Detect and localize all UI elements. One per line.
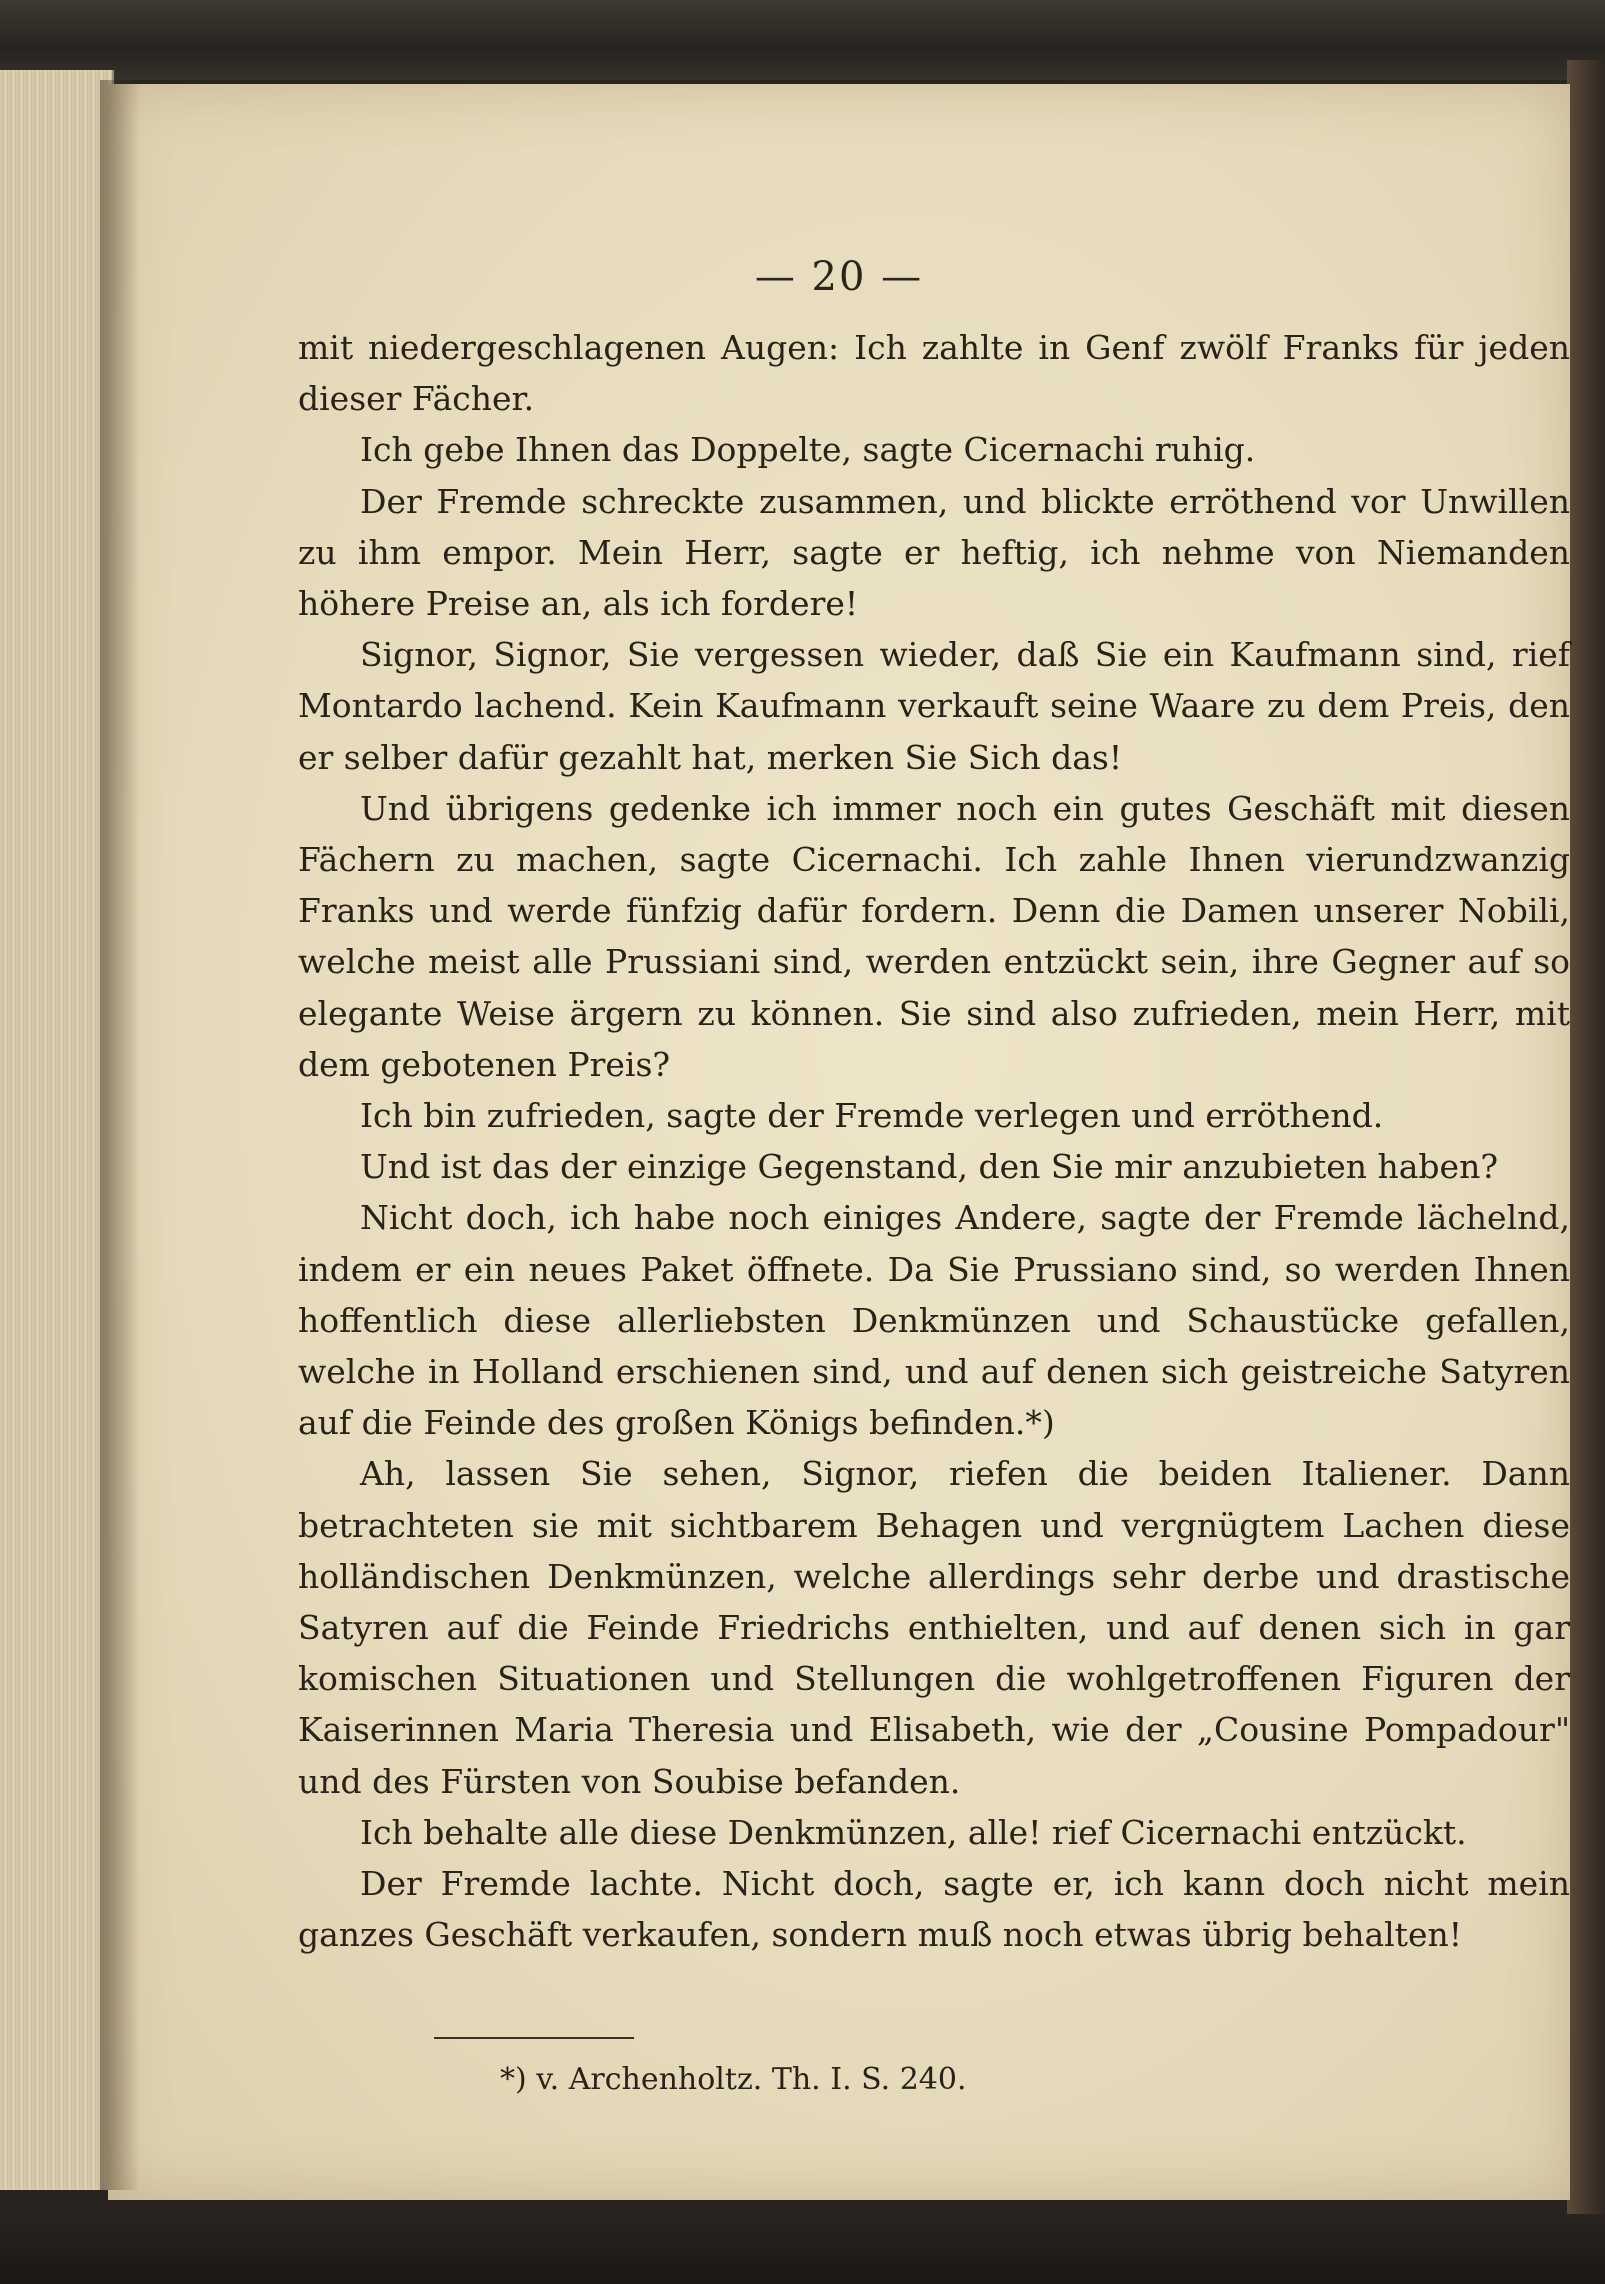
paragraph: Ich gebe Ihnen das Doppelte, sagte Cicernachi ruhig. bbox=[360, 430, 1256, 470]
book-cover-bottom-edge bbox=[0, 2214, 1605, 2284]
footnote: *) v. Archenholtz. Th. I. S. 240. bbox=[500, 2062, 967, 2097]
paragraph: mit niedergeschlagenen Augen: Ich zahlte in Genf zwölf Franks für jeden dieser Fächer. bbox=[298, 328, 1570, 419]
paragraph: Ich bin zufrieden, sagte der Fremde verlegen und erröthend. bbox=[360, 1096, 1384, 1136]
book-cover-top-edge bbox=[0, 0, 1605, 80]
body-text bbox=[298, 322, 1570, 1961]
paragraph: Ah, lassen Sie sehen, Signor, riefen die beiden Italiener. Dann betrachteten sie mit sichtbarem Behagen und vergnügtem Lachen diese holländischen Denkmünzen, welche allerdings sehr derbe und drastische Satyren auf die Feinde Friedrichs enthielten, und auf denen sich in gar komischen Situationen und Stellungen die wohlgetroffenen Figuren der Kaiserinnen Maria Theresia und Elisabeth, wie der „Cousine Pompadour" und des Fürsten von Soubise befanden. bbox=[298, 1454, 1570, 1801]
page-number: — 20 — bbox=[754, 254, 924, 300]
book-cover-right-edge bbox=[1567, 60, 1605, 2240]
page-stack-edge bbox=[0, 70, 114, 2190]
book-page bbox=[108, 84, 1570, 2200]
paragraph: Und übrigens gedenke ich immer noch ein gutes Geschäft mit diesen Fächern zu machen, sagte Cicernachi. Ich zahle Ihnen vierundzwanzig Franks und werde fünfzig dafür fordern. Denn die Damen unserer Nobili, welche meist alle Prussiani sind, werden entzückt sein, ihre Gegner auf so elegante Weise ärgern zu können. Sie sind also zufrieden, mein Herr, mit dem gebotenen Preis? bbox=[298, 788, 1570, 1084]
footnote-divider bbox=[434, 2037, 634, 2039]
paragraph: Signor, Signor, Sie vergessen wieder, daß Sie ein Kaufmann sind, rief Montardo lachend. Kein Kaufmann verkauft seine Waare zu dem Preis, den er selber dafür gezahlt hat, merken Sie Sich das! bbox=[298, 635, 1570, 777]
paragraph: Der Fremde schreckte zusammen, und blickte erröthend vor Unwillen zu ihm empor. Mein Herr, sagte er heftig, ich nehme von Niemanden höhere Preise an, als ich fordere! bbox=[298, 481, 1570, 624]
paragraph: Ich behalte alle diese Denkmünzen, alle! rief Cicernachi entzückt. bbox=[360, 1812, 1467, 1852]
gutter-shadow bbox=[100, 80, 140, 2190]
paragraph: Nicht doch, ich habe noch einiges Andere, sagte der Fremde lächelnd, indem er ein neues Paket öffnete. Da Sie Prussiano sind, so werden Ihnen hoffentlich diese allerliebsten Denkmünzen und Schaustücke gefallen, welche in Holland erschienen sind, und auf denen sich geistreiche Satyren auf die Feinde des großen Königs befinden.*) bbox=[298, 1198, 1570, 1443]
paragraph: Und ist das der einzige Gegenstand, den Sie mir anzubieten haben? bbox=[360, 1147, 1499, 1187]
paragraph: Der Fremde lachte. Nicht doch, sagte er, ich kann doch nicht mein ganzes Geschäft verkaufen, sondern muß noch etwas übrig behalten! bbox=[298, 1864, 1570, 1955]
